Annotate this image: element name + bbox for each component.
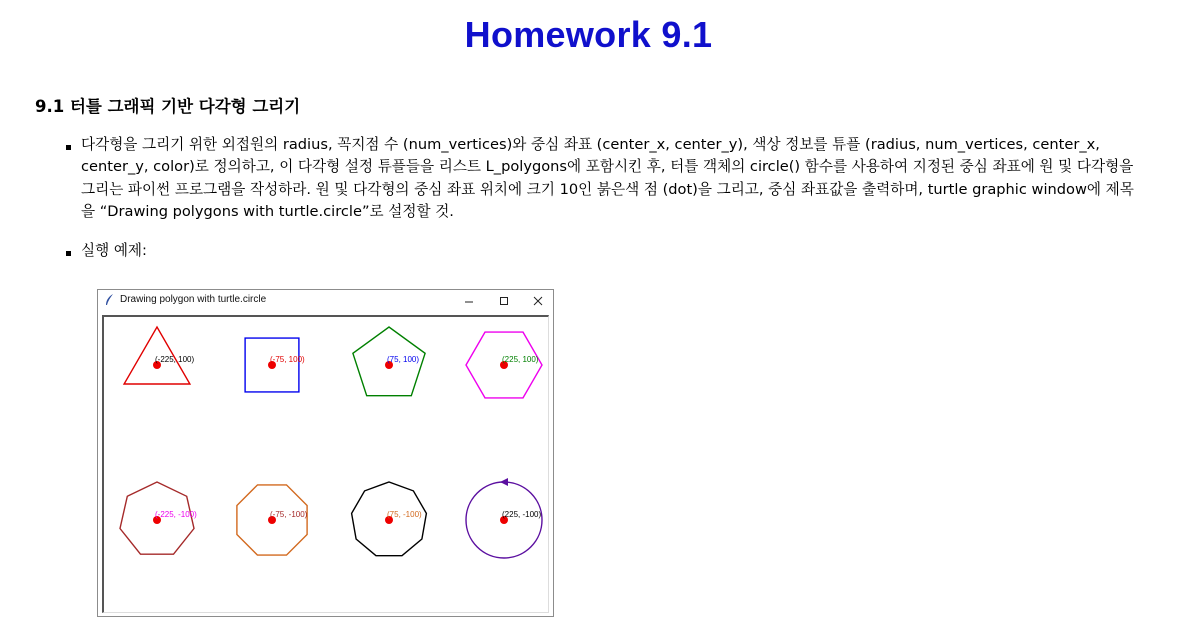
turtle-window-screenshot bbox=[97, 289, 554, 617]
page-title: Homework 9.1 bbox=[464, 14, 713, 55]
polygon-circle bbox=[466, 478, 542, 558]
feather-icon bbox=[105, 294, 115, 306]
polygon-8 bbox=[237, 485, 308, 555]
turtle-arrow-icon bbox=[500, 478, 508, 486]
window-title: Drawing polygon with turtle.circle bbox=[120, 294, 267, 305]
center-label: (-75, -100) bbox=[270, 510, 308, 519]
center-label: (-225, 100) bbox=[155, 355, 195, 364]
section-heading: 9.1 터틀 그래픽 기반 다각형 그리기 bbox=[35, 97, 301, 116]
bullet-marker bbox=[66, 251, 71, 256]
polygon-drawing bbox=[104, 317, 548, 612]
close-icon[interactable] bbox=[530, 293, 546, 309]
center-label: (75, 100) bbox=[387, 355, 420, 364]
center-label: (-225, -100) bbox=[155, 510, 197, 519]
polygon-5 bbox=[353, 327, 425, 396]
center-label: (225, -100) bbox=[502, 510, 542, 519]
center-label: (225, 100) bbox=[502, 355, 539, 364]
bullet-marker bbox=[66, 145, 71, 150]
bullet-text: 다각형을 그리기 위한 외접원의 radius, 꼭지점 수 (num_vertices)와 중심 좌표 (center_x, center_y), 색상 정보를 튜플 (radius, num_vertices, center_x, center_y, color)로 정의하고, 이 다각형 설정 튜플들을 리스트 L_polygons에 포함시킨 후, 터틀 객체의 circle() 함수를 사용하여 지정된 중심 좌표에 원 및 다각형을 그리는 파이썬 프로그램을 작성하라. 원 및 다각형의 중심 좌표 위치에 크기 10인 붉은색 점 (dot)을 그리고, 중심 좌표값을 출력하며, turtle graphic window에 제목을 “Drawing polygons with turtle.circle”로 설정할 것. bbox=[81, 136, 1134, 221]
polygon-9 bbox=[352, 482, 427, 556]
polygon-3 bbox=[124, 327, 194, 384]
center-label: (75, -100) bbox=[387, 510, 422, 519]
minimize-icon[interactable] bbox=[461, 293, 477, 309]
turtle-canvas bbox=[102, 315, 549, 613]
center-label: (-75, 100) bbox=[270, 355, 305, 364]
polygon-4 bbox=[245, 338, 305, 392]
polygon-7 bbox=[120, 482, 197, 554]
bullet-text: 실행 예제: bbox=[81, 242, 147, 259]
maximize-icon[interactable] bbox=[496, 293, 512, 309]
window-titlebar bbox=[98, 290, 553, 312]
polygon-6 bbox=[466, 332, 542, 398]
